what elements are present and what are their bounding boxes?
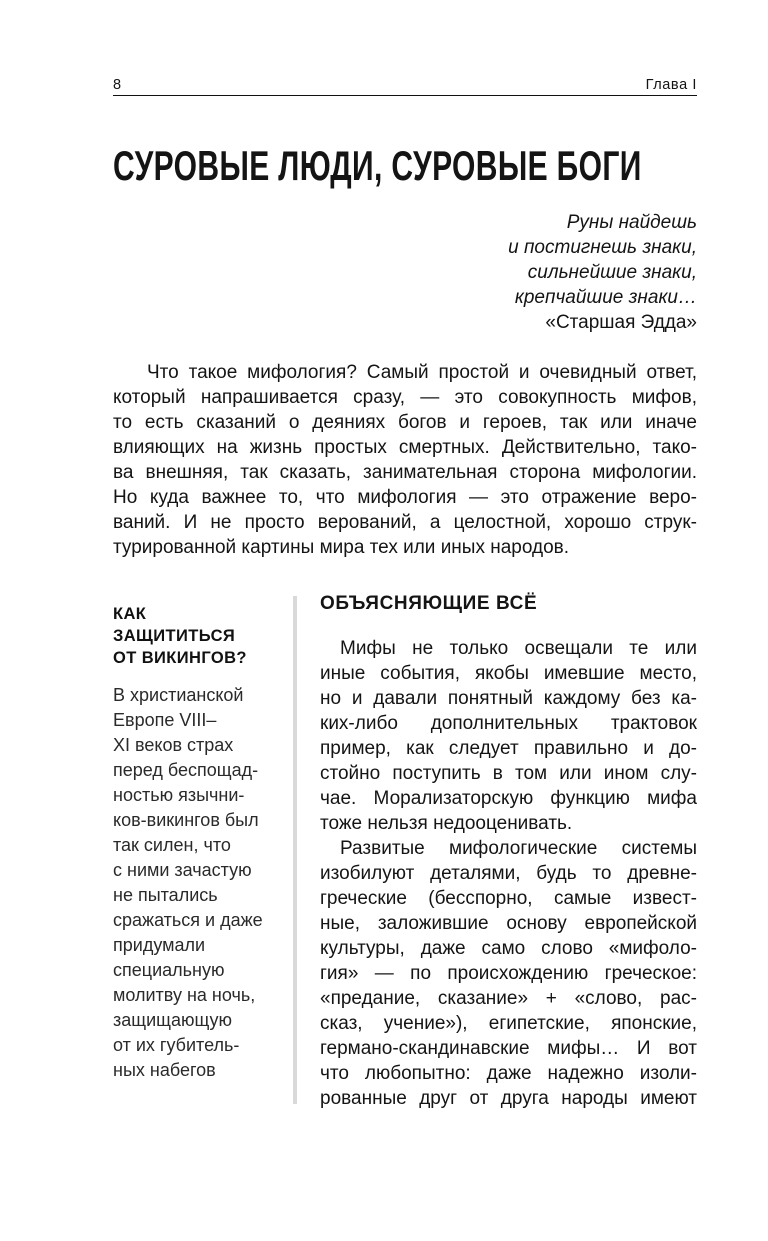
sidebar-text-line: придумали: [113, 935, 206, 955]
text-line: ваний. И не просто верований, а целостной, хорошо струк-: [113, 512, 697, 533]
chapter-title: [113, 141, 697, 191]
text-line: но и давали понятный каждому без ка-: [320, 688, 697, 709]
text-line: гия» — по происхождению греческое:: [320, 963, 697, 984]
text-line: Развитые мифологические системы: [340, 838, 697, 859]
epigraph-source: «Старшая Эдда»: [545, 312, 697, 333]
text-line: турированной картины мира тех или иных народов.: [113, 537, 570, 558]
sidebar-text-line: XI веков страх: [113, 735, 234, 755]
text-line: греческие (бесспорно, самые извест-: [320, 888, 697, 909]
body-paragraph: [320, 836, 697, 1111]
main-column: [320, 636, 697, 1111]
text-line: тоже нельзя недооценивать.: [320, 813, 573, 834]
chapter-running-head: Глава I: [645, 77, 697, 93]
epigraph-line: и постигнешь знаки,: [508, 237, 697, 258]
sidebar-divider: [293, 596, 297, 1104]
text-line: ва внешняя, так сказать, занимательная сторона мифологии.: [113, 462, 697, 483]
text-line: иные события, якобы имевшие место,: [320, 663, 697, 684]
epigraph-line: сильнейшие знаки,: [527, 262, 697, 283]
sidebar-text-line: В христианской: [113, 685, 244, 705]
text-line: ные, заложившие основу европейской: [320, 913, 697, 934]
sidebar-text-line: ностью язычни-: [113, 785, 245, 805]
text-line: который напрашивается сразу, — это совокупность мифов,: [113, 387, 697, 408]
page-number: 8: [113, 77, 122, 93]
sidebar-text-line: ных набегов: [113, 1060, 216, 1080]
text-line: изобилуют деталями, будь то древне-: [320, 863, 697, 884]
text-line: Что такое мифология? Самый простой и очевидный ответ,: [147, 362, 697, 383]
text-line: влияющих на жизнь простых смертных. Действительно, тако-: [113, 437, 697, 458]
sidebar-text-line: не пытались: [113, 885, 218, 905]
epigraph-line: Руны найдешь: [566, 212, 697, 233]
sidebar-body: [113, 683, 285, 1083]
text-line: сказ, учение»), египетские, японские,: [320, 1013, 697, 1034]
sidebar-heading: [113, 603, 285, 669]
sidebar-heading-line: ЗАЩИТИТЬСЯ: [113, 627, 236, 645]
sidebar-text-line: так силен, что: [113, 835, 231, 855]
text-line: что любопытно: даже надежно изоли-: [320, 1063, 697, 1084]
sidebar-text-line: специальную: [113, 960, 225, 980]
sidebar-text-line: перед беспощад-: [113, 760, 259, 780]
chapter-title-text: СУРОВЫЕ ЛЮДИ, СУРОВЫЕ БОГИ: [113, 142, 642, 189]
intro-paragraph: [113, 360, 697, 560]
text-line: рованные друг от друга народы имеют: [320, 1088, 697, 1109]
sidebar-text-line: ков-викингов был: [113, 810, 259, 830]
sidebar-text-line: защищающую: [113, 1010, 232, 1030]
text-line: то есть сказаний о деяниях богов и героев, так или иначе: [113, 412, 697, 433]
epigraph: [113, 210, 697, 335]
sidebar-heading-line: КАК: [113, 605, 147, 623]
page-header: [113, 76, 697, 96]
section-heading: ОБЪЯСНЯЮЩИЕ ВСЁ: [320, 593, 538, 614]
body-paragraph: [320, 636, 697, 836]
sidebar-heading-line: ОТ ВИКИНГОВ?: [113, 649, 247, 667]
epigraph-line: крепчайшие знаки…: [514, 287, 697, 308]
sidebar-text-line: Европе VIII–: [113, 710, 217, 730]
sidebar-text-line: сражаться и даже: [113, 910, 263, 930]
text-line: «предание, сказание» + «слово, рас-: [320, 988, 697, 1009]
text-line: пример, как следует правильно и до-: [320, 738, 697, 759]
text-line: культуры, даже само слово «мифоло-: [320, 938, 697, 959]
sidebar-text-line: от их губитель-: [113, 1035, 240, 1055]
sidebar-text-line: с ними зачастую: [113, 860, 252, 880]
text-line: Но куда важнее то, что мифология — это отражение веро-: [113, 487, 697, 508]
text-line: Мифы не только освещали те или: [340, 638, 697, 659]
sidebar-text-line: молитву на ночь,: [113, 985, 256, 1005]
text-line: стойно поступить в том или ином слу-: [320, 763, 697, 784]
text-line: ких-либо дополнительных трактовок: [320, 713, 697, 734]
text-line: чае. Морализаторскую функцию мифа: [320, 788, 697, 809]
text-line: германо-скандинавские мифы… И вот: [320, 1038, 697, 1059]
